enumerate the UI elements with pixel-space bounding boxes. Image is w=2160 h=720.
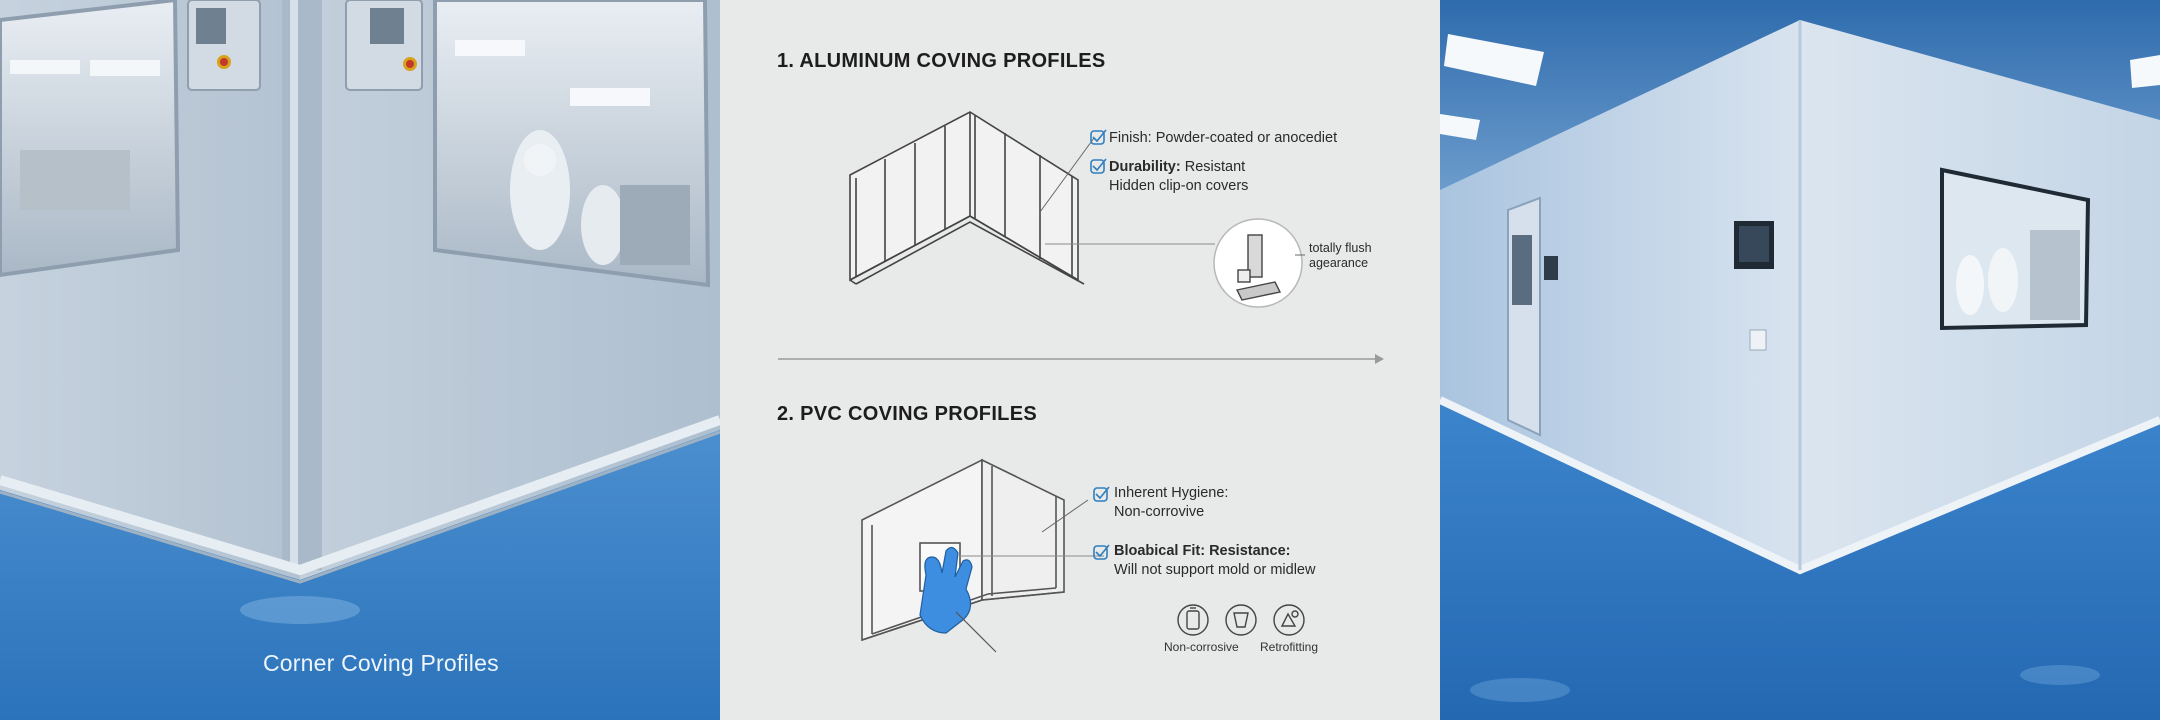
- retrofit-icon: [1274, 605, 1304, 635]
- fit-label: Bloabical Fit: Resistance:: [1114, 543, 1291, 559]
- section1-heading: 1. ALUMINUM COVING PROFILES: [777, 50, 1106, 72]
- caption-text: Corner Coving Profiles: [263, 650, 499, 676]
- fit-line2: Will not support mold or midlew: [1114, 562, 1316, 578]
- icon-label-retrofitting: Retrofitting: [1260, 640, 1319, 654]
- gear-icon: [1226, 605, 1256, 635]
- durability-line2: Hidden clip-on covers: [1109, 178, 1249, 194]
- cleanroom-illustration-right: [1440, 0, 2160, 720]
- callout-line2: agearance: [1309, 256, 1369, 270]
- flush-callout: [1309, 241, 1372, 271]
- finish-text: Finish: Powder-coated or anocediet: [1109, 130, 1338, 146]
- durability-label: Durability:: [1109, 159, 1181, 175]
- cleanroom-illustration-left: [0, 0, 720, 720]
- hygiene-text: [1114, 484, 1228, 522]
- section2-heading: 2. PVC COVING PROFILES: [777, 403, 1037, 425]
- infographic-drawings: [720, 0, 1440, 720]
- aluminum-profile-drawing: [850, 112, 1084, 284]
- bottle-icon: [1178, 605, 1208, 635]
- callout-line1: totally flush: [1309, 241, 1372, 255]
- durability-value: Resistant: [1180, 159, 1246, 175]
- checkmark-icon: [1091, 130, 1109, 559]
- durability-text: [1109, 158, 1248, 196]
- right-photo-panel: [1440, 0, 2160, 720]
- icon-label-noncorrosive: Non-corrosive: [1164, 640, 1239, 654]
- fit-text: [1114, 542, 1315, 580]
- left-photo-panel: [0, 0, 720, 720]
- hygiene-line2: Non-corrovive: [1114, 504, 1205, 520]
- infographic-panel: [720, 0, 1440, 720]
- hygiene-line1: Inherent Hygiene:: [1114, 485, 1229, 501]
